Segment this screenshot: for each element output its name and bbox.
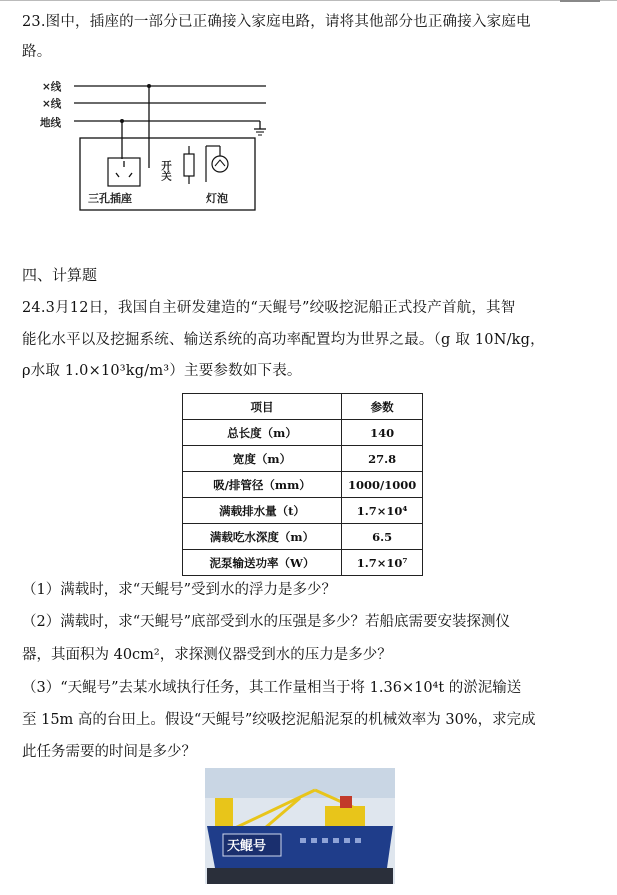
table-cell-value: 1000/1000	[342, 472, 423, 498]
bulb-label: 灯泡	[206, 192, 228, 205]
table-row	[183, 524, 423, 550]
table-row	[183, 472, 423, 498]
table-cell-value: 27.8	[342, 446, 423, 472]
table-cell-item: 泥泵输送功率（W）	[183, 550, 342, 576]
ground-wire-label: 地线	[40, 117, 61, 129]
question-3-line1: （3）“天鲲号”去某水域执行任务，其工作量相当于将 1.36×10⁴t 的淤泥输送	[22, 680, 522, 696]
table-row	[183, 446, 423, 472]
circuit-diagram	[30, 76, 275, 216]
problem23-text-line2: 路。	[22, 44, 52, 60]
table-header-value: 参数	[342, 394, 423, 420]
top-border	[0, 0, 617, 1]
ship-name-text: 天鲲号	[227, 839, 267, 854]
problem24-text-line3: ρ水取 1.0×10³kg/m³）主要参数如下表。	[22, 363, 302, 379]
section-title: 四、计算题	[22, 266, 98, 284]
live-wire-label-2: ×线	[42, 98, 62, 110]
live-wire-label-1: ×线	[42, 81, 62, 93]
ground-symbol	[254, 121, 266, 135]
parameter-table	[182, 393, 423, 576]
table-row	[183, 550, 423, 576]
problem24-text-line2: 能化水平以及挖掘系统、输送系统的高功率配置均为世界之最。（g 取 10N/kg，	[22, 332, 545, 348]
switch-icon	[184, 154, 194, 176]
table-cell-item: 满载吃水深度（m）	[183, 524, 342, 550]
table-cell-value: 6.5	[342, 524, 423, 550]
table-cell-item: 总长度（m）	[183, 420, 342, 446]
question-2-line2: 器，其面积为 40cm²，求探测仪器受到水的压力是多少？	[22, 647, 392, 663]
table-cell-item: 宽度（m）	[183, 446, 342, 472]
problem24-text-line1: 24.3月12日，我国自主研发建造的“天鲲号”绞吸挖泥船正式投产首航，其智	[22, 300, 516, 316]
socket-label: 三孔插座	[88, 192, 132, 205]
table-header-item: 项目	[183, 394, 342, 420]
table-row	[183, 498, 423, 524]
question-2-line1: （2）满载时，求“天鲲号”底部受到水的压强是多少？若船底需要安装探测仪	[22, 614, 511, 630]
bulb-icon	[212, 156, 228, 172]
question-1: （1）满载时，求“天鲲号”受到水的浮力是多少？	[22, 582, 337, 598]
table-cell-item: 满载排水量（t）	[183, 498, 342, 524]
top-border-accent	[560, 0, 600, 2]
table-cell-value: 140	[342, 420, 423, 446]
live-junction-dot	[147, 84, 151, 88]
question-3-line3: 此任务需要的时间是多少？	[22, 744, 196, 760]
question-3-line2: 至 15m 高的台田上。假设“天鲲号”绞吸挖泥船泥泵的机械效率为 30%，求完成	[22, 712, 536, 728]
table-row	[183, 420, 423, 446]
table-cell-item: 吸/排管径（mm）	[183, 472, 342, 498]
ground-junction-dot	[120, 119, 124, 123]
table-cell-value: 1.7×10⁴	[342, 498, 423, 524]
ship-photo	[205, 768, 395, 884]
table-cell-value: 1.7×10⁷	[342, 550, 423, 576]
table-header-row	[183, 394, 423, 420]
problem23-text-line1: 23.图中，插座的一部分已正确接入家庭电路，请将其他部分也正确接入家庭电	[22, 14, 531, 30]
switch-label: 开关	[160, 160, 172, 181]
